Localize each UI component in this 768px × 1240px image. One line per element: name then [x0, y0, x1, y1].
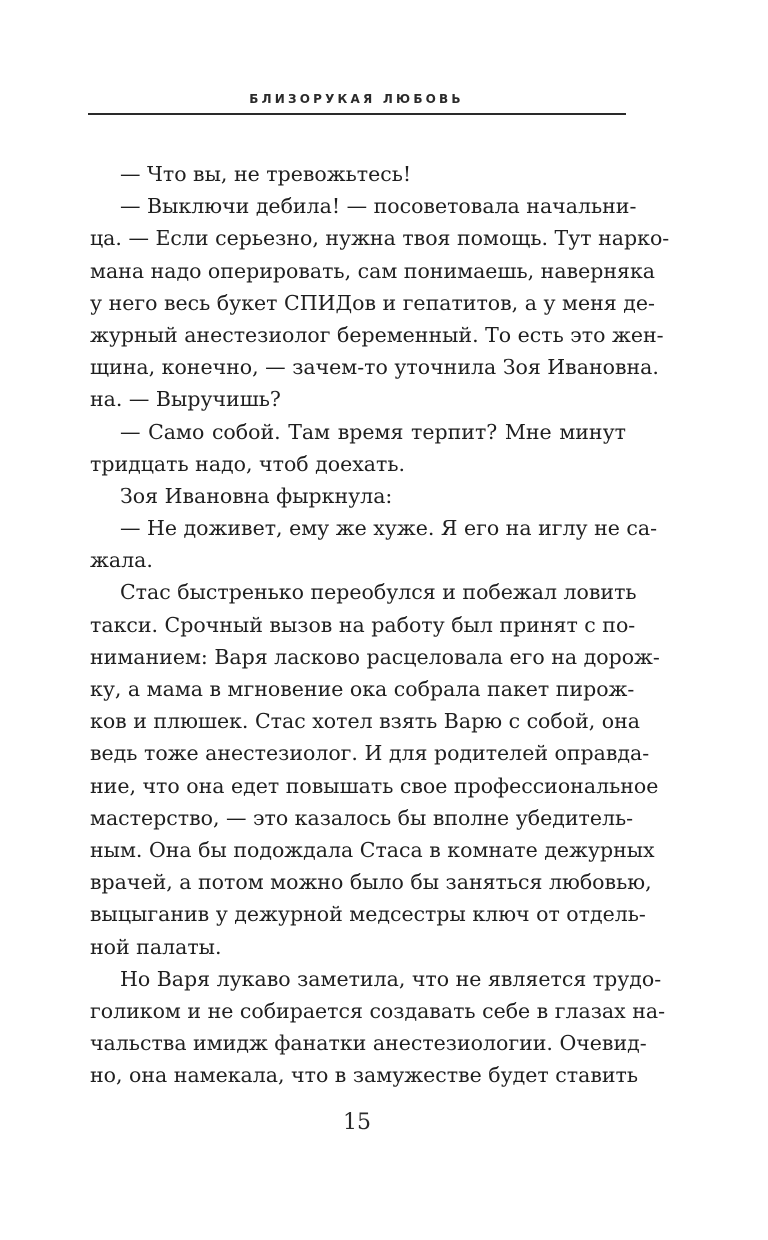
text-line: ным. Она бы подождала Стаса в комнате дежурных	[90, 837, 655, 862]
text-line: — Само собой. Там время терпит? Мне минут	[120, 419, 626, 444]
text-line: чальства имидж фанатки анестезиологии. Очевид-	[90, 1031, 647, 1056]
text-line: такси. Срочный вызов на работу был принят с по-	[90, 612, 636, 637]
text-line: голиком и не собирается создавать себе в глазах на-	[90, 998, 666, 1023]
text-line: — Что вы, не тревожьтесь!	[120, 162, 412, 186]
text-line: ведь тоже анестезиолог. И для родителей оправда-	[90, 741, 650, 766]
text-line: жала.	[90, 548, 153, 573]
text-line: — Не доживет, ему же хуже. Я его на иглу не са-	[120, 516, 658, 541]
text-line: ку, а мама в мгновение ока собрала пакет пирож-	[90, 677, 635, 701]
text-line: Стас быстренько переобулся и побежал ловить	[120, 580, 637, 605]
text-line: врачей, а потом можно было бы заняться любовью,	[90, 870, 652, 895]
text-line: ние, что она едет повышать свое профессиональное	[90, 773, 659, 798]
text-line: Зоя Ивановна фыркнула:	[120, 483, 393, 508]
page-number: 15	[343, 1110, 371, 1135]
text-line: — Выключи дебила! — посоветовала начальни-	[120, 194, 637, 219]
text-line: ниманием: Варя ласково расцеловала его на дорож-	[90, 644, 660, 669]
text-line: но, она намекала, что в замужестве будет ставить	[90, 1063, 639, 1088]
text-line: выцыганив у дежурной медсестры ключ от отдель-	[90, 902, 646, 927]
text-line: на. — Выручишь?	[90, 387, 281, 412]
body-text	[90, 158, 670, 1091]
running-head: БЛИЗОРУКАЯ ЛЮБОВЬ	[249, 92, 464, 106]
text-line: журный анестезиолог беременный. То есть это жен-	[90, 322, 664, 347]
text-line: тридцать надо, чтоб доехать.	[90, 451, 406, 476]
text-line: мана надо оперировать, сам понимаешь, наверняка	[90, 258, 655, 283]
text-line: ца. — Если серьезно, нужна твоя помощь. Тут нарко-	[90, 226, 670, 251]
text-line: мастерство, — это казалось бы вполне убедитель-	[90, 805, 634, 830]
text-line: щина, конечно, — зачем-то уточнила Зоя Ивановна.	[90, 355, 659, 380]
header-rule	[88, 113, 626, 115]
text-line: ной палаты.	[90, 934, 222, 959]
text-line: у него весь букет СПИДов и гепатитов, а у меня де-	[90, 290, 655, 315]
text-line: ков и плюшек. Стас хотел взять Варю с собой, она	[90, 709, 640, 734]
text-line: Но Варя лукаво заметила, что не является трудо-	[120, 966, 662, 991]
